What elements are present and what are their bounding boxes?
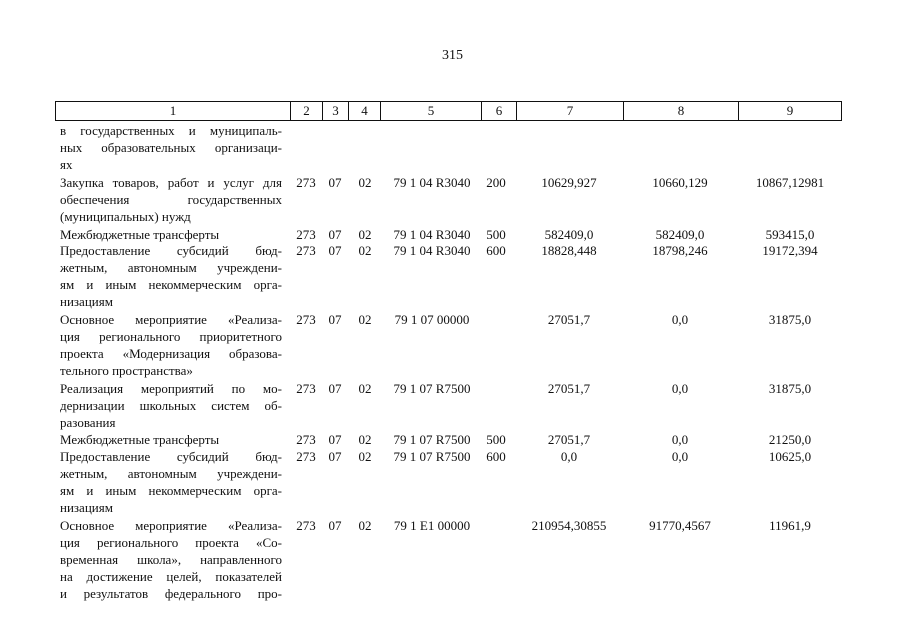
cell-subsection: 02 <box>358 227 372 242</box>
cell-expense-type: 600 <box>486 243 506 258</box>
cell-amount-3: 19172,394 <box>762 243 818 258</box>
cell-amount-1: 0,0 <box>560 449 578 464</box>
row-name <box>60 242 282 310</box>
cell-target-article: 79 1 E1 00000 <box>393 518 471 533</box>
row-name <box>60 431 282 448</box>
cell-amount-1: 27051,7 <box>547 432 591 447</box>
cell-amount-3: 21250,0 <box>768 432 812 447</box>
cell-expense-type: 600 <box>486 449 506 464</box>
row-name-line: Основное мероприятие «Реализа- <box>60 312 282 327</box>
row-name-line: Реализация мероприятий по мо- <box>60 381 282 396</box>
cell-subsection: 02 <box>358 243 372 258</box>
row-name-line: Предоставление субсидий бюд- <box>60 243 282 258</box>
cell-amount-1: 582409,0 <box>544 227 594 242</box>
header-col-1: 1 <box>55 102 290 120</box>
cell-ministry: 273 <box>296 518 316 533</box>
row-name-line: на достижение целей, показателей <box>60 569 282 584</box>
row-name <box>60 311 282 379</box>
row-name-line: низациям <box>60 294 113 309</box>
cell-target-article: 79 1 07 R7500 <box>393 432 471 447</box>
cell-subsection: 02 <box>358 432 372 447</box>
cell-section: 07 <box>328 518 342 533</box>
header-col-8: 8 <box>623 102 738 120</box>
row-name-line: ям и иным некоммерческим орга- <box>60 277 282 292</box>
row-name <box>60 226 282 243</box>
cell-section: 07 <box>328 243 342 258</box>
cell-amount-2: 18798,246 <box>652 243 708 258</box>
row-name-line: обеспечения государственных <box>60 192 282 207</box>
row-name-line: ция регионального проекта «Со- <box>60 535 282 550</box>
cell-subsection: 02 <box>358 449 372 464</box>
row-name-line: ям и иным некоммерческим орга- <box>60 483 282 498</box>
cell-ministry: 273 <box>296 227 316 242</box>
row-name-line: Предоставление субсидий бюд- <box>60 449 282 464</box>
cell-section: 07 <box>328 432 342 447</box>
cell-section: 07 <box>328 449 342 464</box>
cell-subsection: 02 <box>358 518 372 533</box>
header-col-9: 9 <box>738 102 842 120</box>
cell-ministry: 273 <box>296 449 316 464</box>
row-name-line: (муниципальных) нужд <box>60 209 191 224</box>
row-name-line: низациям <box>60 500 113 515</box>
cell-amount-2: 0,0 <box>671 381 689 396</box>
cell-amount-3: 593415,0 <box>765 227 815 242</box>
cell-amount-1: 210954,30855 <box>531 518 607 533</box>
cell-amount-3: 10625,0 <box>768 449 812 464</box>
cell-amount-2: 91770,4567 <box>649 518 711 533</box>
row-name-line: Основное мероприятие «Реализа- <box>60 518 282 533</box>
cell-amount-3: 11961,9 <box>769 518 811 533</box>
cell-amount-3: 10867,12981 <box>755 175 825 190</box>
cell-target-article: 79 1 04 R3040 <box>393 227 471 242</box>
cell-ministry: 273 <box>296 312 316 327</box>
cell-amount-3: 31875,0 <box>768 381 812 396</box>
row-name-line: тельного пространства» <box>60 363 193 378</box>
header-col-6: 6 <box>481 102 516 120</box>
row-name-line: проекта «Модернизация образова- <box>60 346 282 361</box>
page-number: 315 <box>442 48 463 63</box>
header-col-7: 7 <box>516 102 623 120</box>
cell-subsection: 02 <box>358 312 372 327</box>
cell-amount-1: 27051,7 <box>547 312 591 327</box>
cell-target-article: 79 1 07 00000 <box>394 312 470 327</box>
row-name-line: дернизации школьных систем об- <box>60 398 282 413</box>
row-name-line: Межбюджетные трансферты <box>60 227 220 242</box>
row-name-line: жетным, автономным учреждени- <box>60 466 282 481</box>
row-name-line: Закупка товаров, работ и услуг для <box>60 175 282 190</box>
row-name-line: и результатов федерального про- <box>60 586 282 601</box>
cell-amount-1: 27051,7 <box>547 381 591 396</box>
cell-amount-1: 10629,927 <box>541 175 597 190</box>
cell-section: 07 <box>328 381 342 396</box>
cell-amount-2: 10660,129 <box>652 175 708 190</box>
row-name-line: ных образовательных организаци- <box>60 140 282 155</box>
row-name-line: жетным, автономным учреждени- <box>60 260 282 275</box>
cell-amount-2: 582409,0 <box>655 227 705 242</box>
cell-section: 07 <box>328 227 342 242</box>
cell-section: 07 <box>328 312 342 327</box>
cell-amount-2: 0,0 <box>671 449 689 464</box>
cell-target-article: 79 1 07 R7500 <box>393 381 471 396</box>
cell-target-article: 79 1 07 R7500 <box>393 449 471 464</box>
row-name-line: в государственных и муниципаль- <box>60 123 282 138</box>
cell-expense-type: 200 <box>486 175 506 190</box>
header-col-3: 3 <box>322 102 348 120</box>
cell-amount-2: 0,0 <box>671 432 689 447</box>
row-name-line: ция регионального приоритетного <box>60 329 282 344</box>
row-name-line: разования <box>60 415 116 430</box>
cell-subsection: 02 <box>358 381 372 396</box>
row-name <box>60 517 282 602</box>
cell-ministry: 273 <box>296 381 316 396</box>
header-col-4: 4 <box>348 102 380 120</box>
cell-section: 07 <box>328 175 342 190</box>
cell-amount-3: 31875,0 <box>768 312 812 327</box>
cell-ministry: 273 <box>296 175 316 190</box>
row-name <box>60 122 282 173</box>
header-col-5: 5 <box>380 102 481 120</box>
cell-expense-type: 500 <box>486 432 506 447</box>
row-name-line: ях <box>60 157 73 172</box>
row-name <box>60 448 282 516</box>
row-name-line: Межбюджетные трансферты <box>60 432 220 447</box>
cell-target-article: 79 1 04 R3040 <box>393 243 471 258</box>
cell-target-article: 79 1 04 R3040 <box>393 175 471 190</box>
cell-ministry: 273 <box>296 432 316 447</box>
cell-expense-type: 500 <box>486 227 506 242</box>
row-name <box>60 380 282 431</box>
header-col-2: 2 <box>290 102 322 120</box>
row-name-line: временная школа», направленного <box>60 552 282 567</box>
cell-subsection: 02 <box>358 175 372 190</box>
table-header <box>55 101 842 121</box>
cell-ministry: 273 <box>296 243 316 258</box>
cell-amount-1: 18828,448 <box>541 243 597 258</box>
row-name <box>60 174 282 225</box>
cell-amount-2: 0,0 <box>671 312 689 327</box>
